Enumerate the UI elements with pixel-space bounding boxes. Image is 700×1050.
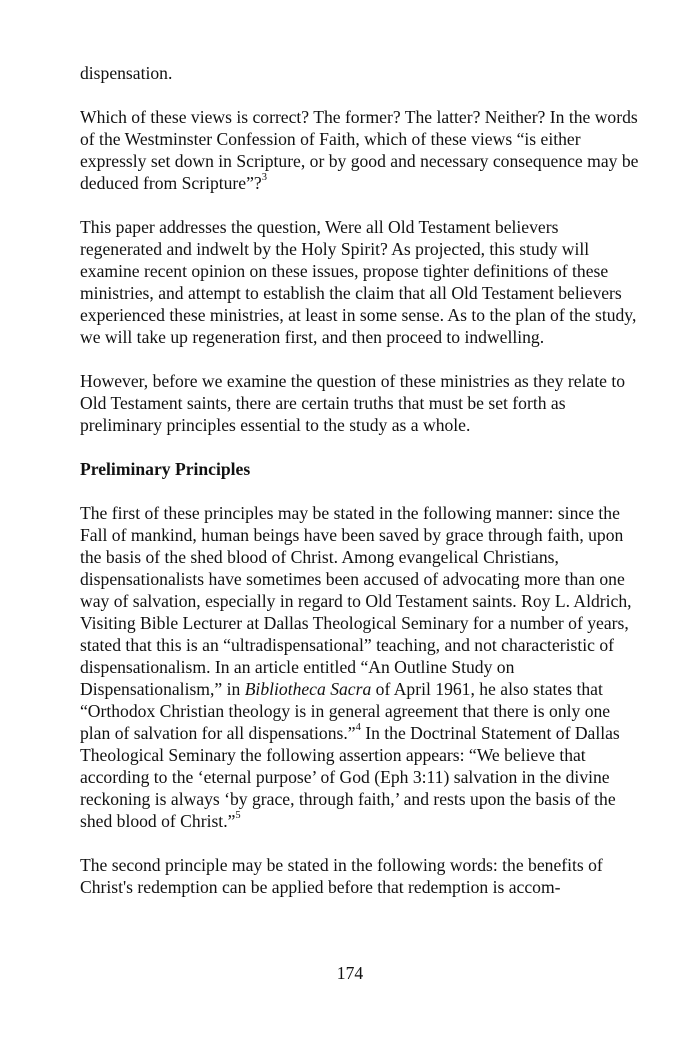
paragraph-1 xyxy=(80,106,640,194)
paragraph-5 xyxy=(80,854,640,898)
page-number: 174 xyxy=(336,963,364,983)
paragraph-text: In the Doctrinal Statement of Dallas Theological Seminary the following assertion appears: “We believe that according to the ‘eternal purpose’ of God (Eph 3:11) salvation in the divine reckoning is always ‘by grace, through faith,’ and rests upon the basis of the shed blood of Christ.” xyxy=(80,723,620,831)
footnote-marker: 4 xyxy=(355,722,361,733)
paragraph-text: The first of these principles may be stated in the following manner: since the Fall of mankind, human beings have been saved by grace through faith, upon the basis of the shed blood of Christ. Among evangelical Christians, dispensationalists have sometimes been accused of advocating more than one way of salvation, especially in regard to Old Testament saints. Roy L. Aldrich, Visiting Bible Lecturer at Dallas Theological Seminary for a number of years, stated that this is an “ultradispensational” teaching, and not characteristic of dispensationalism. In an article entitled “An Outline Study on Dispensationalism,” in xyxy=(80,503,632,699)
paragraph-text: This paper addresses the question, Were all Old Testament believers regenerated and indwelt by the Holy Spirit? As projected, this study will examine recent opinion on these issues, propose tighter definitions of these ministries, and attempt to establish the claim that all Old Testament believers experienced these ministries, at least in some sense. As to the plan of the study, we will take up regeneration first, and then proceed to indwelling. xyxy=(80,217,637,347)
journal-title: Bibliotheca Sacra xyxy=(244,679,372,699)
paragraph-4 xyxy=(80,502,640,832)
paragraph-3 xyxy=(80,370,640,436)
section-heading: Preliminary Principles xyxy=(80,459,251,479)
paragraph-text: of April 1961, he also states that “Orthodox Christian theology is in general agreement that there is only one plan of salvation for all dispensations.” xyxy=(80,679,611,743)
footnote-marker: 5 xyxy=(235,810,241,821)
footnote-marker: 3 xyxy=(261,172,267,183)
paragraph-continuation xyxy=(80,62,640,84)
paragraph-text: However, before we examine the question of these ministries as they relate to Old Testament saints, there are certain truths that must be set forth as preliminary principles essential to the study as a whole. xyxy=(80,371,626,435)
paragraph-text: Which of these views is correct? The former? The latter? Neither? In the words of the Westminster Confession of Faith, which of these views “is either expressly set down in Scripture, or by good and necessary consequence may be deduced from Scripture”? xyxy=(80,107,639,193)
paragraph-text: The second principle may be stated in the following words: the benefits of Christ's redemption can be applied before that redemption is accom- xyxy=(80,855,603,897)
document-page xyxy=(80,62,640,898)
paragraph-text: dispensation. xyxy=(80,63,173,83)
paragraph-2 xyxy=(80,216,640,348)
